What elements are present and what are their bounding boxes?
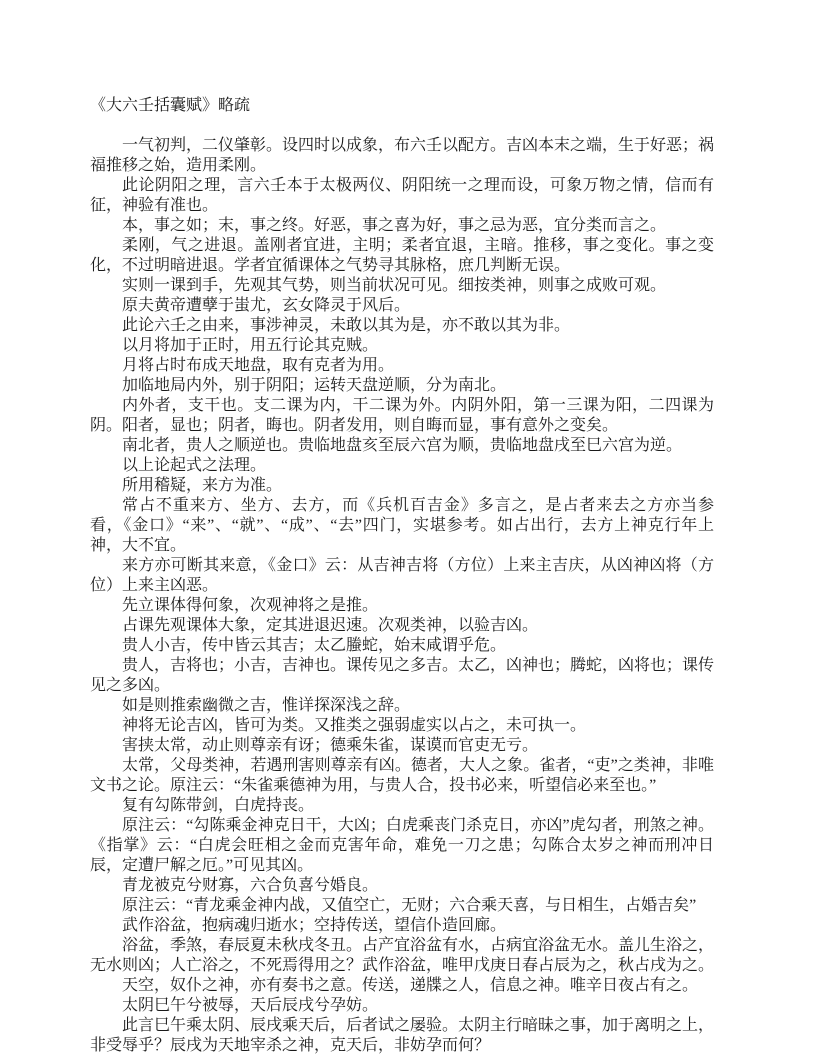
paragraph-31: 天空，奴仆之神，亦有奏书之意。传送，递牒之人，信息之神。唯辛日夜占有之。 <box>122 977 699 994</box>
paragraph-19: 贵人小吉，传中皆云其吉；太乙螣蛇，始末咸谓乎危。 <box>122 637 507 654</box>
paragraph-33: 此言巳午乘太阴、辰戌乘天后，后者试之屡验。太阴主行暗昧之事，加于离明之上，非受辱乎？辰戌为天地宰杀之神，克天后，非妨孕而何？ <box>90 1017 715 1054</box>
paragraph-18: 占课先观课体大象，定其进退迟速。次观类神，以验吉凶。 <box>122 617 539 634</box>
paragraph-14: 所用稽疑，来方为准。 <box>122 477 283 494</box>
paragraph-17: 先立课体得何象，次观神将之是推。 <box>122 597 379 614</box>
paragraph-23: 害挟太常，动止则尊亲有讶；德乘朱雀，谋谟而官吏无亏。 <box>122 737 539 754</box>
paragraph-26: 原注云：“勾陈乘金神克日干，大凶；白虎乘丧门杀克日，亦凶”虎勾者，刑煞之神。《指掌》云：“白虎会旺相之金而克害年命，难免一刀之患；勾陈合太岁之神而刑冲日辰，定遭尸解之厄。”可见其凶。 <box>90 817 714 874</box>
paragraph-11: 内外者，支干也。支二课为内，干二课为外。内阴外阳，第一三课为阳，二四课为阴。阳者，显也；阴者，晦也。阴者发用，则自晦而显，事有意外之变矣。 <box>90 397 714 434</box>
paragraph-22: 神将无论吉凶，皆可为类。又推类之强弱虚实以占之，未可执一。 <box>122 717 587 734</box>
paragraph-21: 如是则推索幽微之吉，惟详探深浅之辞。 <box>122 697 411 714</box>
paragraph-27: 青龙被克兮财寡，六合负喜兮婚良。 <box>122 877 379 894</box>
paragraph-29: 武作浴盆，抱病魂归逝水；空持传送，望信仆造回廊。 <box>122 917 507 934</box>
paragraph-3: 本，事之如；末，事之终。好恶，事之喜为好，事之忌为恶，宜分类而言之。 <box>122 217 667 234</box>
paragraph-12: 南北者，贵人之顺逆也。贵临地盘亥至辰六宫为顺，贵临地盘戌至巳六宫为逆。 <box>122 437 683 454</box>
paragraph-8: 以月将加于正时，用五行论其克贼。 <box>122 337 379 354</box>
paragraph-28: 原注云：“青龙乘金神内战，又值空亡，无财；六合乘天喜，与日相生，占婚吉矣” <box>122 897 697 914</box>
paragraph-20: 贵人，吉将也；小吉，吉神也。课传见之多吉。太乙，凶神也；腾蛇，凶将也；课传见之多凶。 <box>90 657 715 694</box>
paragraph-32: 太阴巳午兮被辱，天后辰戌兮孕妨。 <box>122 997 379 1014</box>
paragraph-1: 一气初判，二仪肇彰。设四时以成象，布六壬以配方。吉凶本末之端，生于好恶；祸福推移之始，造用柔刚。 <box>90 137 715 174</box>
paragraph-30: 浴盆，季煞，春辰夏未秋戌冬丑。占产宜浴盆有水，占病宜浴盆无水。盖儿生浴之，无水则凶；人亡浴之，不死焉得用之？武作浴盆，唯甲戊庚日春占辰为之，秋占戌为之。 <box>90 937 715 974</box>
document-title: 《大六壬括囊赋》略疏 <box>90 97 251 114</box>
paragraph-4: 柔刚，气之进退。盖刚者宜进，主明；柔者宜退，主暗。推移，事之变化。事之变化，不过明暗进退。学者宜循课体之气势寻其脉格，庶几判断无误。 <box>90 237 714 274</box>
paragraph-16: 来方亦可断其来意，《金口》云：从吉神吉将（方位）上来主吉庆，从凶神凶将（方位）上来主凶恶。 <box>90 557 714 594</box>
paragraph-6: 原夫黄帝遭孽于蚩尤，玄女降灵于风后。 <box>122 297 411 314</box>
paragraph-25: 复有勾陈带剑，白虎持丧。 <box>122 797 315 814</box>
paragraph-9: 月将占时布成天地盘，取有克者为用。 <box>122 357 395 374</box>
paragraph-7: 此论六壬之由来，事涉神灵，未敢以其为是，亦不敢以其为非。 <box>122 317 571 334</box>
paragraph-2: 此论阴阳之理，言六壬本于太极两仪、阴阳统一之理而设，可象万物之情，信而有征，神验有准也。 <box>90 177 714 214</box>
paragraph-13: 以上论起式之法理。 <box>122 457 267 474</box>
paragraph-24: 太常，父母类神，若遇刑害则尊亲有凶。德者，大人之象。雀者，“吏”之类神，非唯文书之论。原注云：“朱雀乘德神为用，与贵人合，投书必来，听望信必来至也。” <box>90 757 714 794</box>
paragraph-15: 常占不重来方、坐方、去方，而《兵机百吉金》多言之，是占者来去之方亦当参看，《金口》“来”、“就”、“成”、“去”四门，实堪参考。如占出行，去方上神克行年上神，大不宜。 <box>90 497 714 554</box>
paragraph-5: 实则一课到手，先观其气势，则当前状况可见。细按类神，则事之成败可观。 <box>122 277 667 294</box>
paragraph-10: 加临地局内外，别于阴阳；运转天盘逆顺，分为南北。 <box>122 377 507 394</box>
document-body <box>90 96 714 1056</box>
